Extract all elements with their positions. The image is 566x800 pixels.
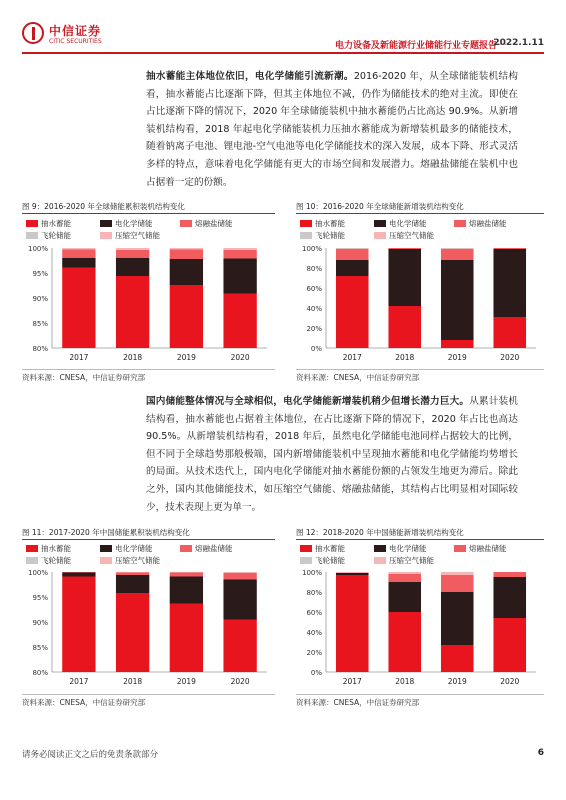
legend-item-flywheel bbox=[300, 230, 345, 241]
legend-label-flywheel: 飞轮储能 bbox=[315, 556, 345, 565]
legend-item-molten-salt bbox=[180, 543, 233, 554]
page-number: 6 bbox=[537, 748, 544, 758]
report-date: 2022.1.11 bbox=[493, 38, 544, 48]
x-tick-label: 2017 bbox=[342, 677, 362, 686]
bar-segment-electrochemical bbox=[441, 592, 474, 645]
bar-segment-molten-salt bbox=[336, 249, 369, 260]
y-tick-label: 40% bbox=[306, 629, 322, 637]
y-tick-label: 90% bbox=[32, 295, 48, 303]
legend-swatch-compressed-air bbox=[374, 557, 386, 564]
bar-segment-compressed-air bbox=[223, 572, 256, 573]
figure-11-legend bbox=[22, 543, 275, 569]
legend-label-pumped-hydro: 抽水蓄能 bbox=[41, 219, 71, 228]
legend-swatch-compressed-air bbox=[100, 232, 112, 239]
bar-segment-molten-salt bbox=[441, 249, 474, 260]
bar-segment-pumped-hydro bbox=[441, 340, 474, 348]
y-tick-label: 80% bbox=[306, 589, 322, 597]
bar-segment-flywheel bbox=[223, 250, 256, 251]
bar-segment-electrochemical bbox=[62, 258, 95, 268]
bar-segment-pumped-hydro bbox=[441, 645, 474, 672]
y-tick-label: 85% bbox=[32, 644, 48, 652]
paragraph-1 bbox=[146, 68, 518, 191]
bar-segment-compressed-air bbox=[170, 572, 203, 573]
legend-label-compressed-air: 压缩空气储能 bbox=[389, 556, 434, 565]
figure-10-source: 资料来源：CNESA，中信证券研究部 bbox=[296, 373, 420, 382]
legend-item-flywheel bbox=[300, 555, 345, 566]
y-tick-label: 40% bbox=[306, 305, 322, 313]
bar-segment-molten-salt bbox=[493, 572, 526, 577]
y-tick-label: 100% bbox=[27, 245, 48, 253]
legend-item-flywheel bbox=[26, 555, 71, 566]
figure-9-chart bbox=[22, 244, 275, 366]
bar-segment-electrochemical bbox=[62, 573, 95, 577]
bar-segment-compressed-air bbox=[441, 248, 474, 249]
bar-segment-pumped-hydro bbox=[62, 577, 95, 673]
legend-swatch-molten-salt bbox=[180, 545, 192, 552]
legend-label-compressed-air: 压缩空气储能 bbox=[115, 556, 160, 565]
legend-item-molten-salt bbox=[454, 218, 507, 229]
figure-11-chart bbox=[22, 568, 275, 690]
bar-segment-compressed-air bbox=[223, 248, 256, 250]
legend-label-pumped-hydro: 抽水蓄能 bbox=[315, 544, 345, 553]
bar-segment-electrochemical bbox=[388, 582, 421, 612]
legend-label-molten-salt: 熔融盐储能 bbox=[469, 219, 507, 228]
y-tick-label: 80% bbox=[306, 265, 322, 273]
legend-label-molten-salt: 熔融盐储能 bbox=[469, 544, 507, 553]
bar-segment-molten-salt bbox=[388, 248, 421, 249]
legend-label-molten-salt: 熔融盐储能 bbox=[195, 544, 233, 553]
legend-label-electrochemical: 电化学储能 bbox=[389, 219, 427, 228]
legend-item-pumped-hydro bbox=[26, 543, 71, 554]
report-title: 电力设备及新能源行业储能行业专题报告一 bbox=[334, 41, 506, 51]
x-tick-label: 2017 bbox=[342, 353, 362, 362]
y-tick-label: 85% bbox=[32, 320, 48, 328]
header-divider bbox=[22, 52, 544, 54]
legend-swatch-electrochemical bbox=[100, 220, 112, 227]
bar-segment-electrochemical bbox=[336, 260, 369, 276]
y-tick-label: 60% bbox=[306, 609, 322, 617]
bar-segment-molten-salt bbox=[223, 250, 256, 259]
figure-9-legend bbox=[22, 218, 275, 244]
bar-segment-pumped-hydro bbox=[170, 285, 203, 348]
x-tick-label: 2017 bbox=[69, 677, 89, 686]
bar-segment-pumped-hydro bbox=[223, 620, 256, 673]
x-tick-label: 2019 bbox=[176, 677, 196, 686]
figure-11-title-rule bbox=[22, 539, 275, 540]
legend-swatch-electrochemical bbox=[374, 545, 386, 552]
company-logo bbox=[22, 22, 132, 50]
figure-11-source-rule bbox=[22, 694, 275, 695]
logo-mark-icon bbox=[22, 22, 44, 44]
legend-swatch-flywheel bbox=[26, 232, 38, 239]
paragraph-2-body: 从累计装机结构看，抽水蓄能也占据着主体地位，在占比逐渐下降的情况下，2020 年占比也高达 90.5%。从新增装机结构看，2018 年后，虽然电化学储能电池同样占据较大的比例，但不同于全球趋势那般极端，国内新增储能装机中呈现抽水蓄能和电化学储能均势增长的局面。从技术迭代上，国内电化学储能对抽水蓄能份额的占领发生地更为滞后。除此之外，国内其他储能技术，如压缩空气储能、熔融盐储能，其结构占比明显相对国际较少，技术表现上更为单一。 bbox=[146, 396, 519, 513]
figure-10-title-rule bbox=[296, 213, 544, 214]
legend-label-compressed-air: 压缩空气储能 bbox=[389, 231, 434, 240]
bar-segment-electrochemical bbox=[170, 259, 203, 285]
logo-text-cn: 中信证券 bbox=[49, 24, 102, 38]
y-tick-label: 0% bbox=[310, 345, 322, 353]
bar-segment-electrochemical bbox=[223, 259, 256, 294]
x-tick-label: 2020 bbox=[230, 677, 250, 686]
bar-segment-electrochemical bbox=[388, 249, 421, 306]
legend-item-flywheel bbox=[26, 230, 71, 241]
legend-label-electrochemical: 电化学储能 bbox=[115, 544, 153, 553]
legend-label-electrochemical: 电化学储能 bbox=[389, 544, 427, 553]
legend-item-pumped-hydro bbox=[300, 218, 345, 229]
bar-segment-compressed-air bbox=[62, 248, 95, 249]
bar-segment-molten-salt bbox=[62, 572, 95, 573]
bar-segment-flywheel bbox=[170, 249, 203, 250]
legend-item-compressed-air bbox=[100, 230, 160, 241]
bar-segment-molten-salt bbox=[170, 250, 203, 260]
bar-segment-flywheel bbox=[62, 249, 95, 250]
logo-text-en: CITIC SECURITIES bbox=[49, 38, 102, 45]
figure-9-title-rule bbox=[22, 213, 275, 214]
x-tick-label: 2019 bbox=[447, 353, 467, 362]
bar-segment-pumped-hydro bbox=[336, 276, 369, 348]
y-tick-label: 80% bbox=[32, 345, 48, 353]
legend-item-electrochemical bbox=[374, 543, 427, 554]
bar-segment-molten-salt bbox=[170, 573, 203, 577]
y-tick-label: 60% bbox=[306, 285, 322, 293]
y-tick-label: 100% bbox=[301, 569, 322, 577]
legend-label-electrochemical: 电化学储能 bbox=[115, 219, 153, 228]
legend-swatch-compressed-air bbox=[100, 557, 112, 564]
bar-segment-electrochemical bbox=[116, 258, 149, 276]
y-tick-label: 20% bbox=[306, 649, 322, 657]
paragraph-1-body: 2016-2020 年，从全球储能装机结构看，抽水蓄能占比逐渐下降，但其主体地位不减，仍作为储能技术的绝对主流。即使在占比逐渐下降的情况下，2020 年全球储能装机中抽水蓄能仍占比高达 90.9%。从新增装机结构看，2018 年起电化学储能装机力压抽水蓄能成为新增装机最多的储能技术，随着钠离子电池、锂电池-空气电池等电化学储能技术的深入发展，成本下降、形式灵活多样的特点，意味着电化学储能有更大的市场空间和发展潜力。熔融盐储能在装机中也占据着一定的份额。 bbox=[146, 71, 519, 188]
bar-segment-pumped-hydro bbox=[493, 317, 526, 348]
figure-10-legend bbox=[296, 218, 544, 244]
legend-swatch-compressed-air bbox=[374, 232, 386, 239]
legend-item-compressed-air bbox=[100, 555, 160, 566]
legend-swatch-electrochemical bbox=[100, 545, 112, 552]
figure-12-title: 图 12：2018-2020 年中国储能新增装机结构变化 bbox=[296, 528, 464, 537]
legend-swatch-flywheel bbox=[300, 232, 312, 239]
y-tick-label: 20% bbox=[306, 325, 322, 333]
legend-item-compressed-air bbox=[374, 230, 434, 241]
figure-11-source: 资料来源：CNESA，中信证券研究部 bbox=[22, 698, 146, 707]
bar-segment-flywheel bbox=[116, 250, 149, 251]
bar-segment-molten-salt bbox=[223, 573, 256, 580]
legend-swatch-pumped-hydro bbox=[26, 220, 38, 227]
legend-swatch-flywheel bbox=[300, 557, 312, 564]
paragraph-1-lead: 抽水蓄能主体地位依旧，电化学储能引流新潮。 bbox=[146, 71, 354, 82]
legend-item-molten-salt bbox=[180, 218, 233, 229]
paragraph-2-lead: 国内储能整体情况与全球相似，电化学储能新增装机稍少但增长潜力巨大。 bbox=[146, 396, 470, 407]
x-tick-label: 2018 bbox=[123, 677, 143, 686]
x-tick-label: 2019 bbox=[176, 353, 196, 362]
bar-segment-compressed-air bbox=[116, 248, 149, 250]
y-tick-label: 100% bbox=[301, 245, 322, 253]
legend-item-molten-salt bbox=[454, 543, 507, 554]
legend-swatch-molten-salt bbox=[454, 220, 466, 227]
y-tick-label: 90% bbox=[32, 619, 48, 627]
figure-12-source: 资料来源：CNESA，中信证券研究部 bbox=[296, 698, 420, 707]
figure-12-legend bbox=[296, 543, 544, 569]
figure-9-source-rule bbox=[22, 369, 275, 370]
bar-segment-flywheel bbox=[336, 249, 369, 250]
x-tick-label: 2018 bbox=[123, 353, 143, 362]
bar-segment-molten-salt bbox=[441, 575, 474, 592]
figure-9-title: 图 9：2016-2020 年全球储能累积装机结构变化 bbox=[22, 202, 185, 211]
legend-label-molten-salt: 熔融盐储能 bbox=[195, 219, 233, 228]
bar-segment-compressed-air bbox=[441, 572, 474, 575]
bar-segment-pumped-hydro bbox=[388, 612, 421, 672]
legend-item-electrochemical bbox=[374, 218, 427, 229]
bar-segment-compressed-air bbox=[336, 572, 369, 573]
figure-10-title: 图 10：2016-2020 年全球储能新增装机结构变化 bbox=[296, 202, 464, 211]
figure-12-chart bbox=[296, 568, 544, 690]
bar-segment-pumped-hydro bbox=[116, 276, 149, 348]
bar-segment-electrochemical bbox=[336, 573, 369, 575]
legend-label-pumped-hydro: 抽水蓄能 bbox=[315, 219, 345, 228]
y-tick-label: 95% bbox=[32, 270, 48, 278]
y-tick-label: 0% bbox=[310, 669, 322, 677]
figure-10-source-rule bbox=[296, 369, 544, 370]
bar-segment-electrochemical bbox=[493, 249, 526, 317]
legend-item-compressed-air bbox=[374, 555, 434, 566]
legend-swatch-molten-salt bbox=[180, 220, 192, 227]
legend-swatch-electrochemical bbox=[374, 220, 386, 227]
y-tick-label: 100% bbox=[27, 569, 48, 577]
bar-segment-flywheel bbox=[441, 249, 474, 250]
footer-disclaimer: 请务必阅读正文之后的免责条款部分 bbox=[22, 750, 159, 760]
figure-12-title-rule bbox=[296, 539, 544, 540]
legend-label-flywheel: 飞轮储能 bbox=[41, 556, 71, 565]
figure-9-source: 资料来源：CNESA，中信证券研究部 bbox=[22, 373, 146, 382]
bar-segment-compressed-air bbox=[116, 572, 149, 573]
bar-segment-molten-salt bbox=[62, 250, 95, 259]
figure-12-source-rule bbox=[296, 694, 544, 695]
bar-segment-electrochemical bbox=[493, 577, 526, 618]
legend-label-flywheel: 飞轮储能 bbox=[41, 231, 71, 240]
x-tick-label: 2020 bbox=[230, 353, 250, 362]
bar-segment-pumped-hydro bbox=[388, 306, 421, 348]
bar-segment-pumped-hydro bbox=[170, 604, 203, 673]
bar-segment-pumped-hydro bbox=[116, 593, 149, 672]
figure-10-chart bbox=[296, 244, 544, 366]
legend-item-pumped-hydro bbox=[300, 543, 345, 554]
y-tick-label: 95% bbox=[32, 594, 48, 602]
bar-segment-pumped-hydro bbox=[223, 294, 256, 349]
legend-label-flywheel: 飞轮储能 bbox=[315, 231, 345, 240]
legend-label-compressed-air: 压缩空气储能 bbox=[115, 231, 160, 240]
bar-segment-compressed-air bbox=[388, 572, 421, 574]
paragraph-2 bbox=[146, 393, 518, 516]
x-tick-label: 2018 bbox=[395, 677, 415, 686]
bar-segment-pumped-hydro bbox=[336, 575, 369, 672]
x-tick-label: 2020 bbox=[500, 353, 520, 362]
figure-11-title: 图 11：2017-2020 年中国储能累积装机结构变化 bbox=[22, 528, 190, 537]
legend-swatch-pumped-hydro bbox=[300, 545, 312, 552]
bar-segment-molten-salt bbox=[493, 248, 526, 249]
legend-label-pumped-hydro: 抽水蓄能 bbox=[41, 544, 71, 553]
bar-segment-compressed-air bbox=[336, 248, 369, 249]
bar-segment-molten-salt bbox=[116, 573, 149, 576]
x-tick-label: 2019 bbox=[447, 677, 467, 686]
legend-swatch-pumped-hydro bbox=[26, 545, 38, 552]
legend-item-electrochemical bbox=[100, 543, 153, 554]
legend-swatch-pumped-hydro bbox=[300, 220, 312, 227]
bar-segment-molten-salt bbox=[116, 250, 149, 258]
x-tick-label: 2018 bbox=[395, 353, 415, 362]
bar-segment-compressed-air bbox=[170, 248, 203, 249]
y-tick-label: 80% bbox=[32, 669, 48, 677]
x-tick-label: 2017 bbox=[69, 353, 89, 362]
legend-item-electrochemical bbox=[100, 218, 153, 229]
x-tick-label: 2020 bbox=[500, 677, 520, 686]
bar-segment-electrochemical bbox=[223, 580, 256, 620]
bar-segment-electrochemical bbox=[116, 575, 149, 593]
bar-segment-pumped-hydro bbox=[493, 618, 526, 672]
bar-segment-pumped-hydro bbox=[62, 268, 95, 349]
legend-swatch-flywheel bbox=[26, 557, 38, 564]
bar-segment-molten-salt bbox=[388, 574, 421, 582]
bar-segment-electrochemical bbox=[441, 260, 474, 340]
legend-swatch-molten-salt bbox=[454, 545, 466, 552]
legend-item-pumped-hydro bbox=[26, 218, 71, 229]
bar-segment-electrochemical bbox=[170, 577, 203, 604]
